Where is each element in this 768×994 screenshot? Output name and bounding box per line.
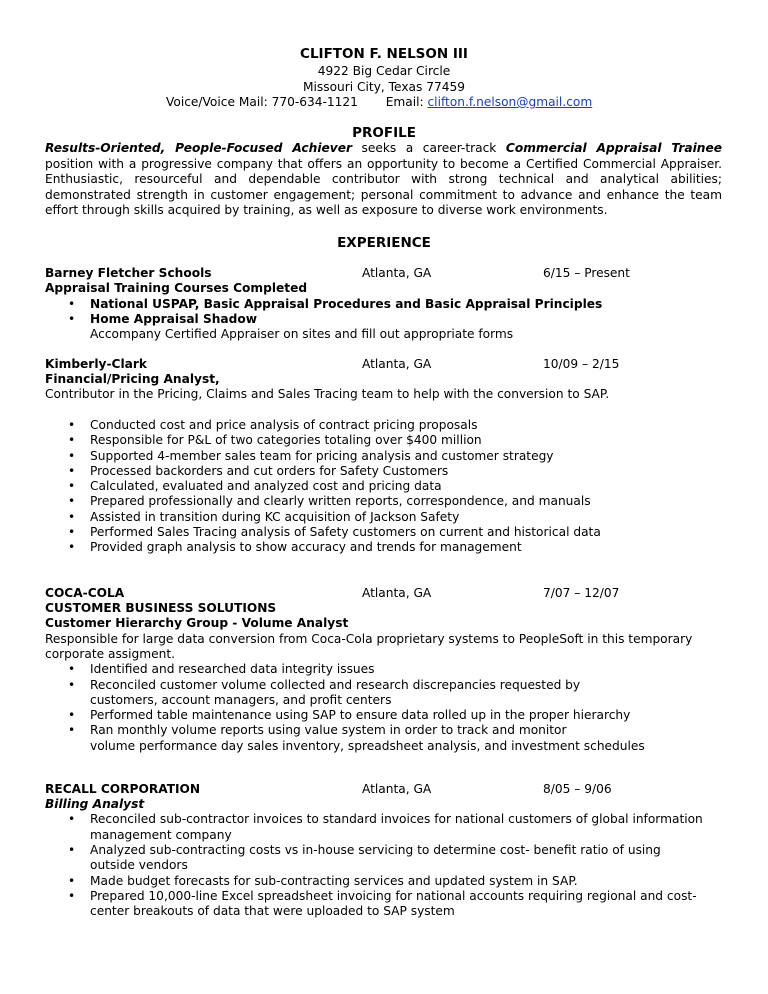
bullet-icon: • — [68, 312, 76, 326]
bullet-icon: • — [68, 723, 76, 737]
job-location: Atlanta, GA — [362, 357, 432, 371]
candidate-name: CLIFTON F. NELSON III — [300, 46, 468, 62]
experience-heading: EXPERIENCE — [337, 235, 431, 251]
bullet-icon: • — [68, 433, 76, 447]
job-bullet: National USPAP, Basic Appraisal Procedures and Basic Appraisal Principles — [90, 297, 603, 311]
bullet-icon: • — [68, 889, 76, 903]
phone-number: 770-634-1121 — [271, 95, 358, 109]
bullet-icon: • — [68, 662, 76, 676]
job-subtitle: Financial/Pricing Analyst, — [45, 372, 220, 386]
contact-line — [166, 95, 592, 109]
job-bullet: Provided graph analysis to show accuracy and trends for management — [90, 540, 522, 554]
job-location: Atlanta, GA — [362, 782, 432, 796]
bullet-icon: • — [68, 708, 76, 722]
phone-label: Voice/Voice Mail: — [166, 95, 268, 109]
job-bullet-cont: management company — [90, 828, 232, 842]
email-label: Email: — [385, 95, 424, 109]
bullet-icon: • — [68, 418, 76, 432]
job-dates: 6/15 – Present — [543, 266, 630, 280]
job-subtitle: Customer Hierarchy Group - Volume Analyst — [45, 616, 349, 630]
job-bullet: Prepared 10,000-line Excel spreadsheet invoicing for national accounts requiring regional and cost- — [90, 889, 697, 903]
address-line-1: 4922 Big Cedar Circle — [317, 64, 451, 78]
bullet-icon: • — [68, 525, 76, 539]
job-bullet: Conducted cost and price analysis of contract pricing proposals — [90, 418, 478, 432]
job-bullet: Calculated, evaluated and analyzed cost and pricing data — [90, 479, 442, 493]
job-company: COCA-COLA — [45, 586, 125, 600]
job-bullet: Supported 4-member sales team for pricing analysis and customer strategy — [90, 449, 554, 463]
bullet-icon: • — [68, 494, 76, 508]
bullet-icon: • — [68, 297, 76, 311]
job-bullet: Analyzed sub-contracting costs vs in-house servicing to determine cost- benefit ratio of using — [90, 843, 661, 857]
bullet-icon: • — [68, 678, 76, 692]
address-line-2: Missouri City, Texas 77459 — [302, 80, 466, 94]
job-dates: 10/09 – 2/15 — [543, 357, 620, 371]
job-company: Kimberly-Clark — [45, 357, 147, 371]
job-bullet-cont: outside vendors — [90, 858, 188, 872]
bullet-icon: • — [68, 464, 76, 478]
bullet-icon: • — [68, 479, 76, 493]
job-note: Accompany Certified Appraiser on sites and fill out appropriate forms — [90, 327, 514, 341]
bullet-icon: • — [68, 540, 76, 554]
job-dates: 7/07 – 12/07 — [543, 586, 620, 600]
bullet-icon: • — [68, 843, 76, 857]
job-bullet: Performed Sales Tracing analysis of Safety customers on current and historical data — [90, 525, 601, 539]
bullet-icon: • — [68, 874, 76, 888]
job-bullet-cont: center breakouts of data that were uploaded to SAP system — [90, 904, 455, 918]
job-bullet: Made budget forecasts for sub-contracting services and updated system in SAP. — [90, 874, 578, 888]
job-company: Barney Fletcher Schools — [45, 266, 212, 280]
job-bullet: Assisted in transition during KC acquisition of Jackson Safety — [90, 510, 460, 524]
job-bullet: Ran monthly volume reports using value system in order to track and monitor — [90, 723, 567, 737]
job-summary: Contributor in the Pricing, Claims and Sales Tracing team to help with the conversion to SAP. — [45, 387, 610, 401]
job-bullet: Prepared professionally and clearly written reports, correspondence, and manuals — [90, 494, 591, 508]
job-bullet: Responsible for P&L of two categories totaling over $400 million — [90, 433, 482, 447]
job-dates: 8/05 – 9/06 — [543, 782, 612, 796]
profile-lead: Results-Oriented, People-Focused Achiever — [45, 141, 352, 155]
job-location: Atlanta, GA — [362, 266, 432, 280]
job-company: RECALL CORPORATION — [45, 782, 201, 796]
bullet-icon: • — [68, 510, 76, 524]
profile-heading: PROFILE — [352, 125, 416, 141]
job-location: Atlanta, GA — [362, 586, 432, 600]
job-subtitle: Billing Analyst — [45, 797, 145, 811]
profile-text-1: seeks a career-track — [352, 141, 506, 155]
job-bullet: Reconciled customer volume collected and research discrepancies requested by — [90, 678, 581, 692]
profile-target-role: Commercial Appraisal Trainee — [505, 141, 722, 155]
job-department: CUSTOMER BUSINESS SOLUTIONS — [45, 601, 277, 615]
job-summary-cont: corporate assigment. — [45, 647, 176, 661]
job-bullet: Home Appraisal Shadow — [90, 312, 258, 326]
job-bullet: Identified and researched data integrity issues — [90, 662, 375, 676]
email-link[interactable]: clifton.f.nelson@gmail.com — [427, 95, 593, 109]
job-summary: Responsible for large data conversion from Coca-Cola proprietary systems to PeopleSoft in this temporary — [45, 632, 693, 646]
job-bullet-cont: customers, account managers, and profit centers — [90, 693, 392, 707]
job-subtitle: Appraisal Training Courses Completed — [45, 281, 308, 295]
profile-paragraph — [45, 141, 722, 219]
bullet-icon: • — [68, 812, 76, 826]
bullet-icon: • — [68, 449, 76, 463]
job-bullet: Reconciled sub-contractor invoices to standard invoices for national customers of global information — [90, 812, 703, 826]
job-bullet: Processed backorders and cut orders for Safety Customers — [90, 464, 449, 478]
job-bullet: Performed table maintenance using SAP to ensure data rolled up in the proper hierarchy — [90, 708, 631, 722]
job-bullet-cont: volume performance day sales inventory, spreadsheet analysis, and investment schedules — [90, 739, 645, 753]
profile-text-2: position with a progressive company that offers an opportunity to become a Certified Commercial Appraiser. Enthusiastic, resourceful and dependable contributor with strong technical and analytical abilities; demonstrated strength in customer engagement; personal commitment to advance and enhance the team effort through skills acquired by training, as well as exposure to diverse work environments. — [45, 156, 722, 218]
